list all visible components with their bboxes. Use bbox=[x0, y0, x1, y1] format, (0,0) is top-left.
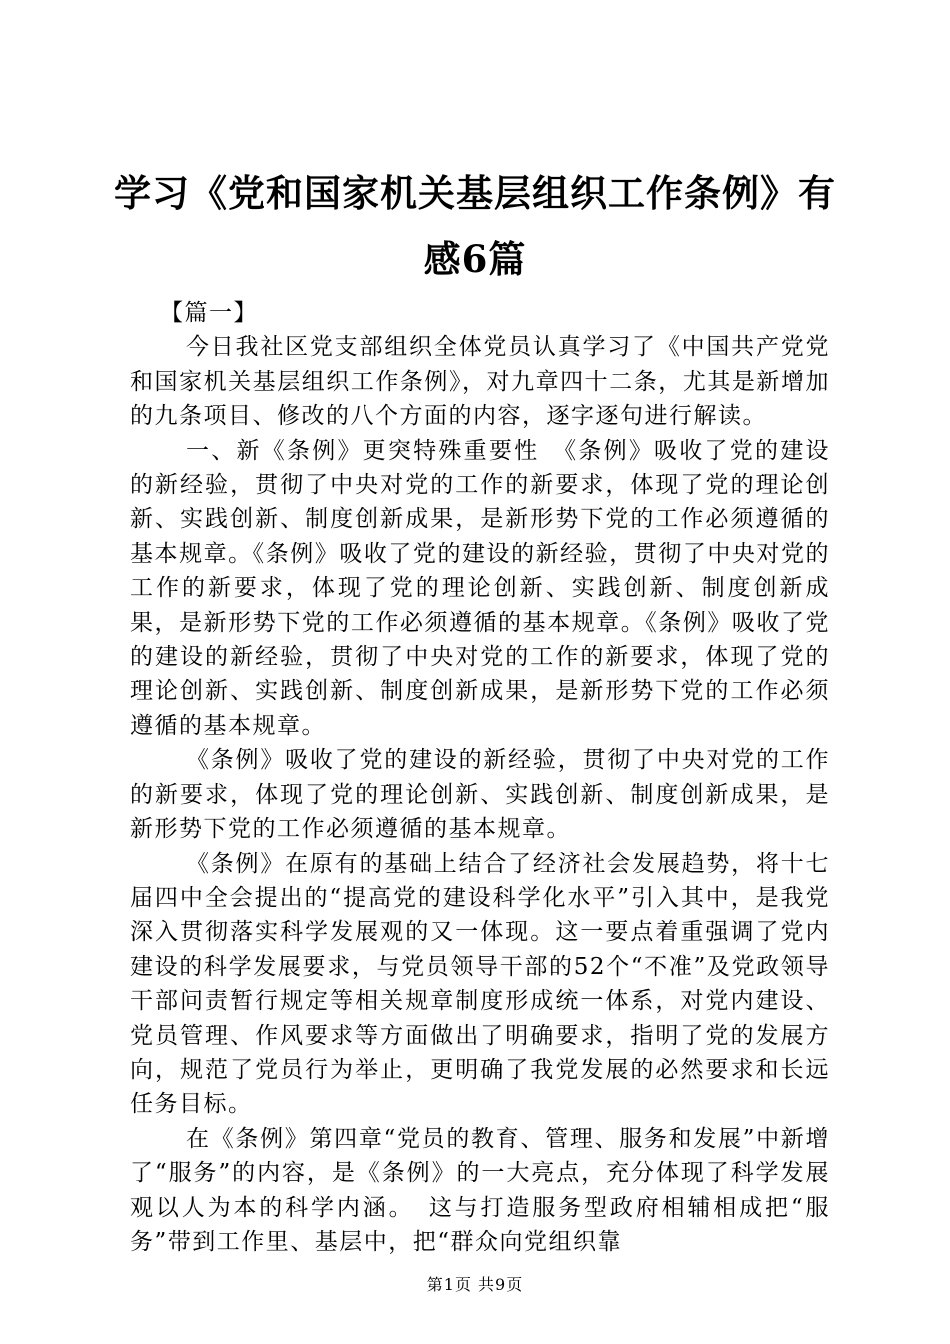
paragraph-3: 《条例》吸收了党的建设的新经验，贯彻了中央对党的工作的新要求，体现了党的理论创新、实践创新、制度创新成果，是新形势下党的工作必须遵循的基本规章。 bbox=[130, 747, 830, 843]
section-label: 【篇一】 bbox=[160, 300, 258, 326]
paragraph-2: 一、新《条例》更突特殊重要性 《条例》吸收了党的建设的新经验，贯彻了中央对党的工作的新要求，体现了党的理论创新、实践创新、制度创新成果，是新形势下党的工作必须遵循的基本规章。《条例》吸收了党的建设的新经验，贯彻了中央对党的工作的新要求，体现了党的理论创新、实践创新、制度创新成果，是新形势下党的工作必须遵循的基本规章。《条例》吸收了党的建设的新经验，贯彻了中央对党的工作的新要求，体现了党的理论创新、实践创新、制度创新成果，是新形势下党的工作必须遵循的基本规章。 bbox=[130, 437, 830, 739]
paragraph-1: 今日我社区党支部组织全体党员认真学习了《中国共产党党和国家机关基层组织工作条例》，对九章四十二条，尤其是新增加的九条项目、修改的八个方面的内容，逐字逐句进行解读。 bbox=[130, 334, 830, 430]
document-body bbox=[130, 296, 830, 1259]
paragraph-5: 在《条例》第四章“党员的教育、管理、服务和发展”中新增了“服务”的内容，是《条例》的一大亮点，充分体现了科学发展观以人为本的科学内涵。 这与打造服务型政府相辅相成把“服务”带到工作里、基层中，把“群众向党组织靠 bbox=[130, 1125, 830, 1255]
page-footer: 第1页 共9页 bbox=[426, 1275, 524, 1294]
document-title: 学习《党和国家机关基层组织工作条例》有感6篇 bbox=[114, 171, 836, 281]
paragraph-4: 《条例》在原有的基础上结合了经济社会发展趋势，将十七届四中全会提出的“提高党的建设科学化水平”引入其中，是我党深入贯彻落实科学发展观的又一体现。这一要点着重强调了党内建设的科学发展要求，与党员领导干部的52个“不准”及党政领导干部问责暂行规定等相关规章制度形成统一体系，对党内建设、党员管理、作风要求等方面做出了明确要求，指明了党的发展方向，规范了党员行为举止，更明确了我党发展的必然要求和长远任务目标。 bbox=[130, 850, 830, 1118]
